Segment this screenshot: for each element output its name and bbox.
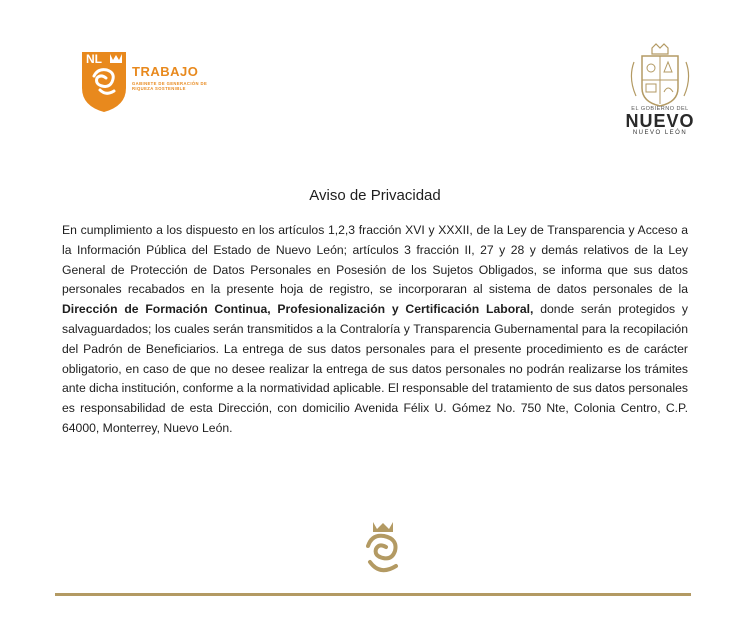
gov-name: NUEVO: [625, 111, 695, 131]
gov-state: NUEVO LEÓN: [632, 130, 688, 136]
crown-shield-icon: [360, 520, 406, 580]
paragraph-text-2: donde serán protegidos y salvaguardados; los cuales serán transmitidos a la Contraloría y Transparencia Gubernamental para la recopilación del Padrón de Beneficiarios. La entrega de sus datos personales para el presente procedimiento es de carácter obligatorio, en caso de que no desee realizar la entrega de sus datos personales no podrán realizarse los trámites ante dicha institución, conforme a la normatividad aplicable. El responsable del tratamiento de sus datos personales es responsabilidad de esta Dirección, con domicilio Avenida Félix U. Gómez No. 750 Nte, Colonia Centro, C.P. 64000, Monterrey, Nuevo León.: [62, 302, 688, 435]
page-title: Aviso de Privacidad: [309, 187, 441, 204]
paragraph-text-1: En cumplimiento a los dispuesto en los artículos 1,2,3 fracción XVI y XXXII, de la Ley de Transparencia y Acceso a la Información Pública del Estado de Nuevo León; artículos 3 fracción II, 27 y 28 y demás relativos de la Ley General de Protección de Datos Personales en Posesión de los Sujetos Obligados, se informa que sus datos personales recabados en la presente hoja de registro, se incorporaran al sistema de datos personales de la: [62, 223, 688, 297]
footer-divider: [55, 593, 691, 596]
paragraph-bold-text: Dirección de Formación Continua, Profesionalización y Certificación Laboral,: [62, 302, 534, 317]
brand-subtitle: GABINETE DE GENERACIÓN DE RIQUEZA SOSTENIBLE: [132, 81, 208, 91]
gov-prefix: EL GOBIERNO DEL: [631, 106, 689, 112]
privacy-notice-paragraph: [62, 221, 688, 439]
brand-title: TRABAJO: [132, 64, 199, 79]
svg-text:NL: NL: [86, 52, 102, 66]
